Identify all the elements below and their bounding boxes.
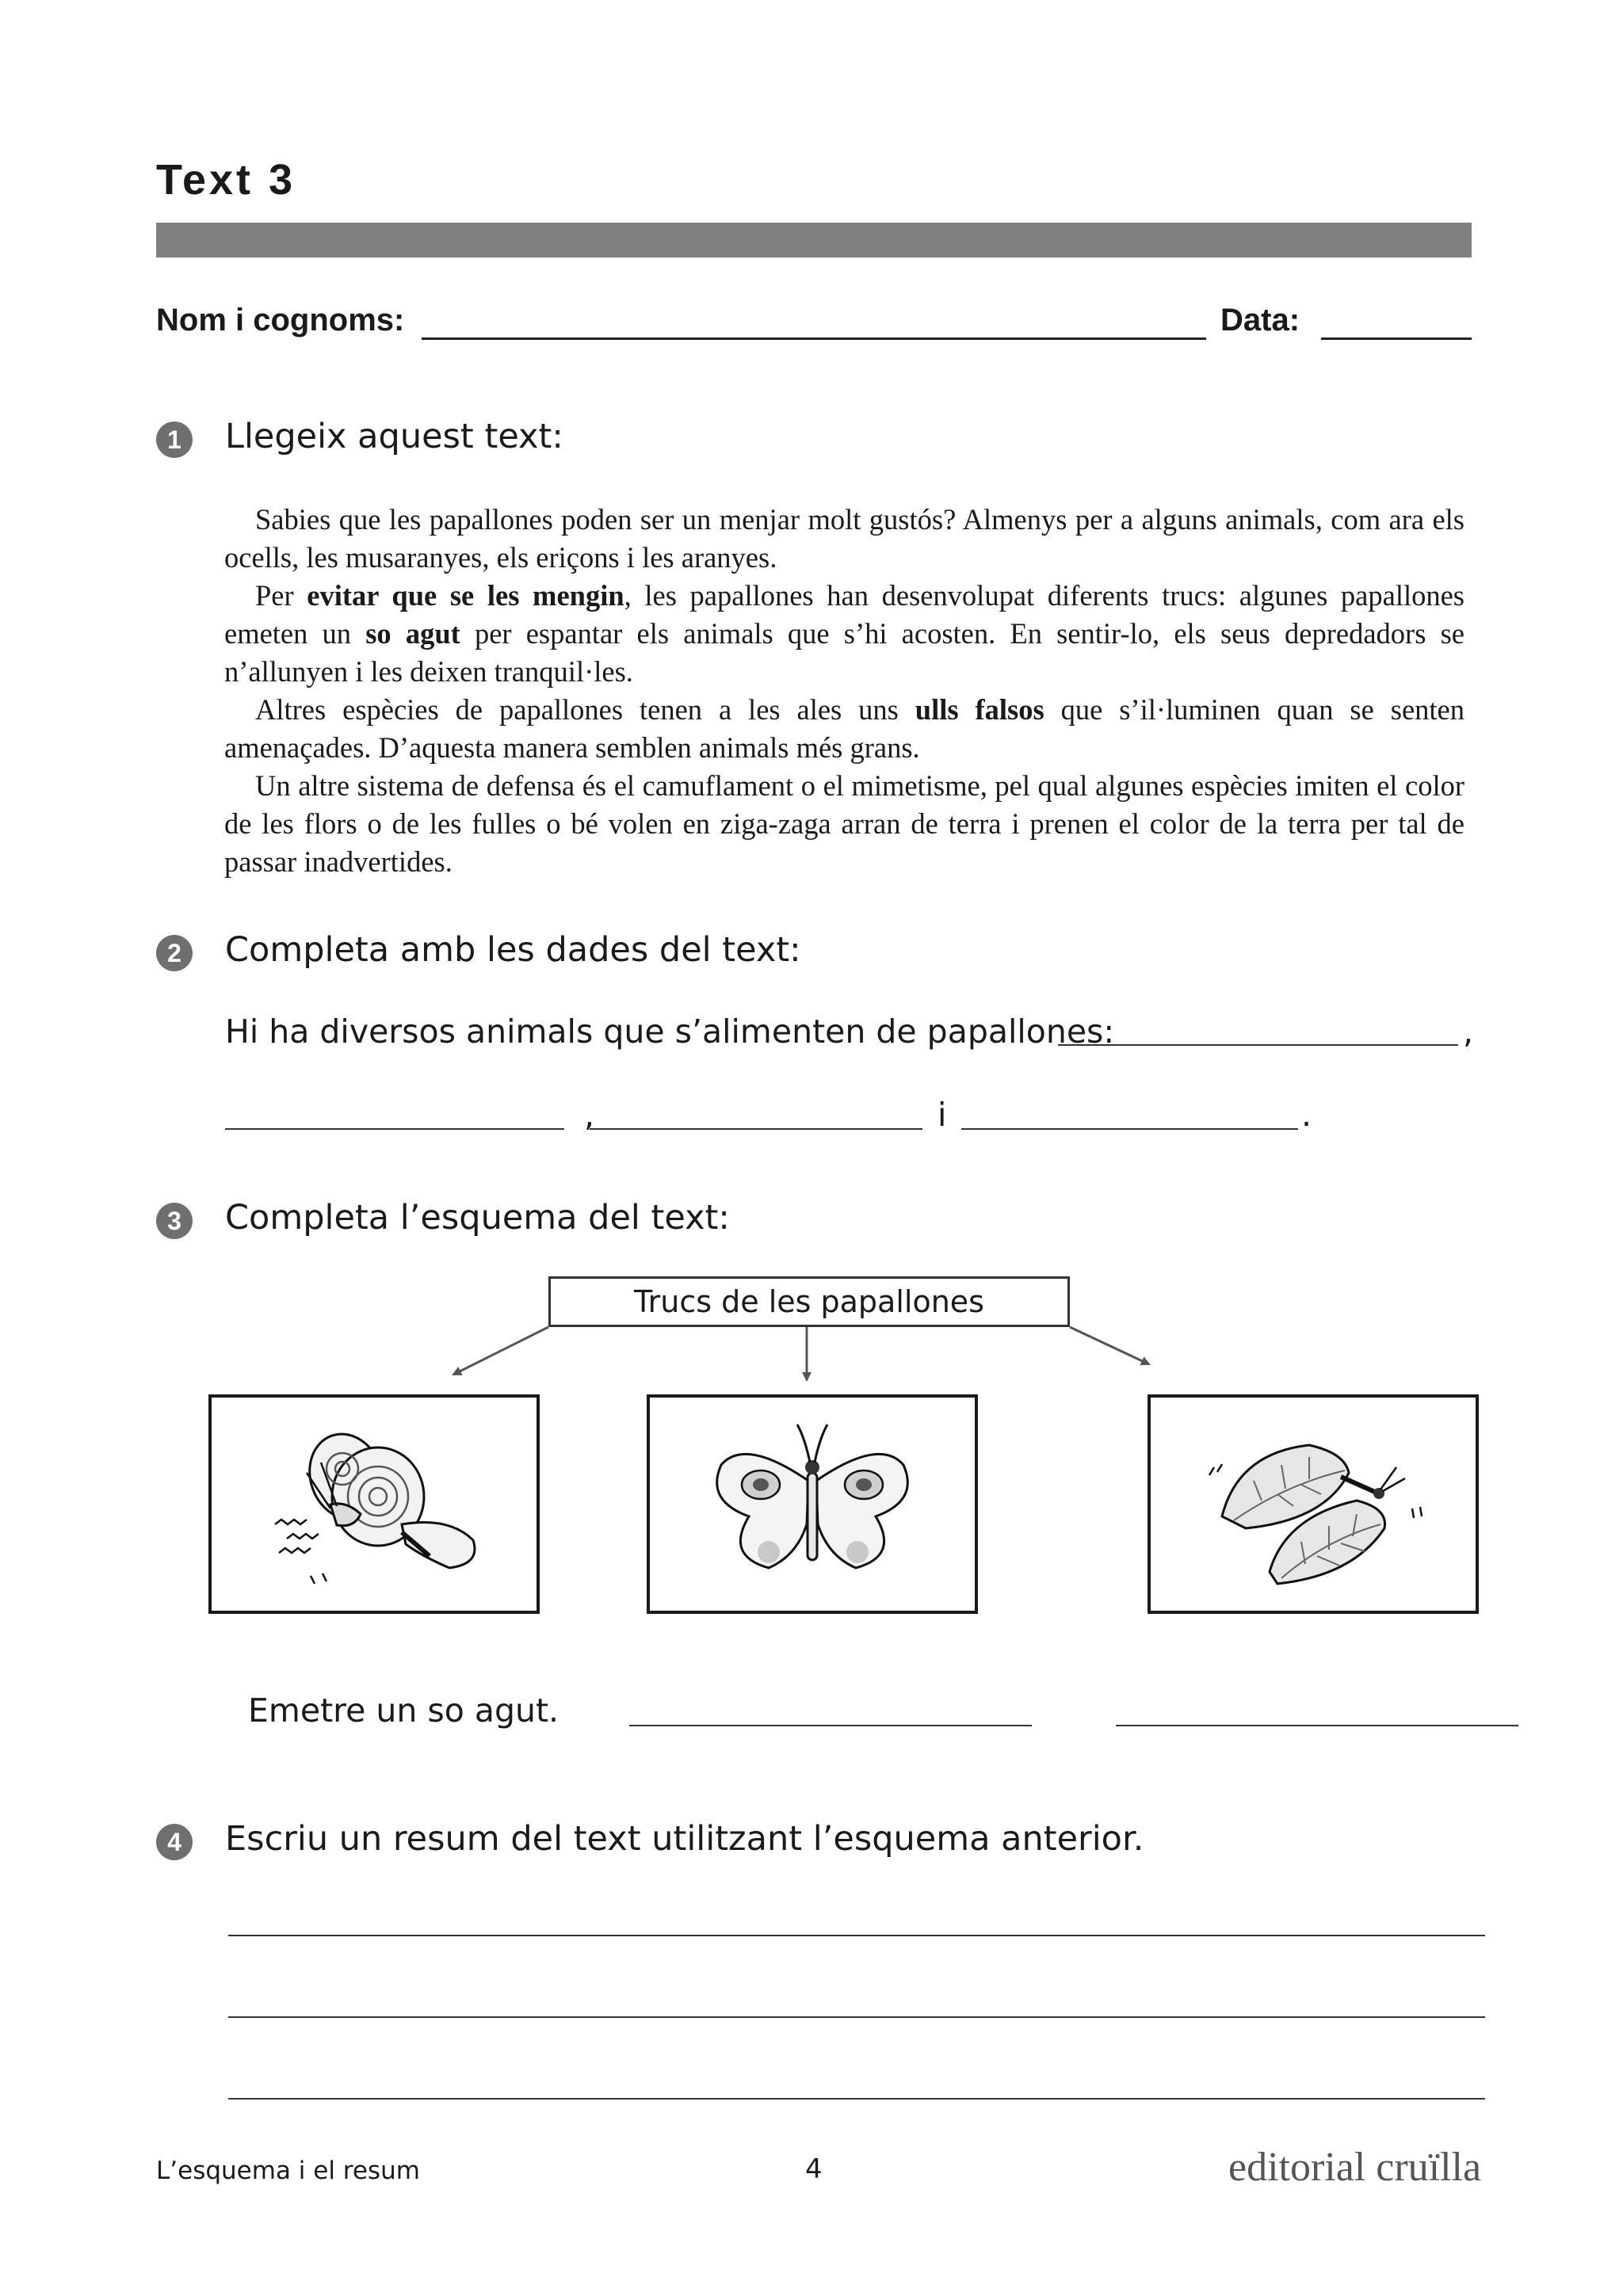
summary-line-3[interactable] [228,2098,1485,2100]
footer-section-title: L’esquema i el resum [156,2157,420,2185]
picture-sound-butterfly [208,1394,540,1614]
question-1-text: Llegeix aquest text: [225,417,563,456]
question-4-number: 4 [156,1824,193,1860]
q2-sentence: Hi ha diversos animals que s’alimenten de papallones: [225,1013,1115,1051]
picture-false-eyes-butterfly [647,1394,978,1614]
reading-bold-span: evitar que se les mengin [307,579,624,612]
q2-period: . [1301,1096,1312,1134]
question-1-number: 1 [156,421,193,458]
reading-paragraph-4: Un altre sistema de defensa és el camuflament o el mimetisme, pel qual algunes espècies imiten el color de les flors o de les fulles o bé volen en ziga-zaga arran de terra i prenen el color de la terra per tal de passar inadvertides. [224,769,1465,878]
scheme-arrow-right [1070,1327,1149,1364]
question-4-text: Escriu un resum del text utilitzant l’esquema anterior. [225,1819,1144,1859]
q2-conjunction: i [938,1096,947,1134]
reading-text-span: Per [255,579,307,612]
reading-text-span: que s’il·luminen quan se senten amenaçades. D’aquesta manera semblen animals més grans. [224,693,1465,764]
reading-bold-span: so agut [365,617,460,650]
scheme-title-box: Trucs de les papallones [548,1276,1070,1327]
summary-line-1[interactable] [228,1935,1485,1936]
picture-camouflage-butterfly [1148,1394,1479,1614]
sound-butterfly-icon [212,1398,537,1611]
reading-text-span: Altres espècies de papallones tenen a les ales uns [255,693,915,726]
summary-line-2[interactable] [228,2016,1485,2018]
reading-text-span: per espantar els animals que s’hi acosten. En sentir-lo, els seus depredadors se n’allunyen i les deixen tranquil·les. [224,617,1465,688]
scheme-answer-blank-2[interactable] [629,1725,1032,1726]
q2-comma-2: , [584,1096,595,1134]
reading-paragraph-1: Sabies que les papallones poden ser un menjar molt gustós? Almenys per a alguns animals, com ara els ocells, les musaranyes, els eriçons i les aranyes. [224,503,1465,574]
question-2-text: Completa amb les dades del text: [225,930,801,970]
scheme-arrow-left [453,1327,548,1375]
reading-text-span: , les papallones han desenvolupat diferents trucs: algunes papallones emeten un [224,579,1465,650]
reading-bold-span: ulls falsos [915,693,1044,726]
question-3-text: Completa l’esquema del text: [225,1198,730,1238]
scheme-answer-blank-3[interactable] [1116,1725,1518,1726]
scheme-answer-1: Emetre un so agut. [248,1691,559,1730]
page-title: Text 3 [156,156,296,204]
question-3-number: 3 [156,1203,193,1239]
name-label: Nom i cognoms: [156,303,405,338]
publisher-logo: editorial cruïlla [1228,2145,1482,2190]
false-eyes-butterfly-icon [650,1398,975,1611]
camouflage-butterfly-icon [1151,1398,1476,1611]
page-number: 4 [805,2153,823,2185]
date-label: Data: [1220,303,1300,338]
question-2-number: 2 [156,935,193,971]
q2-comma: , [1463,1013,1474,1051]
